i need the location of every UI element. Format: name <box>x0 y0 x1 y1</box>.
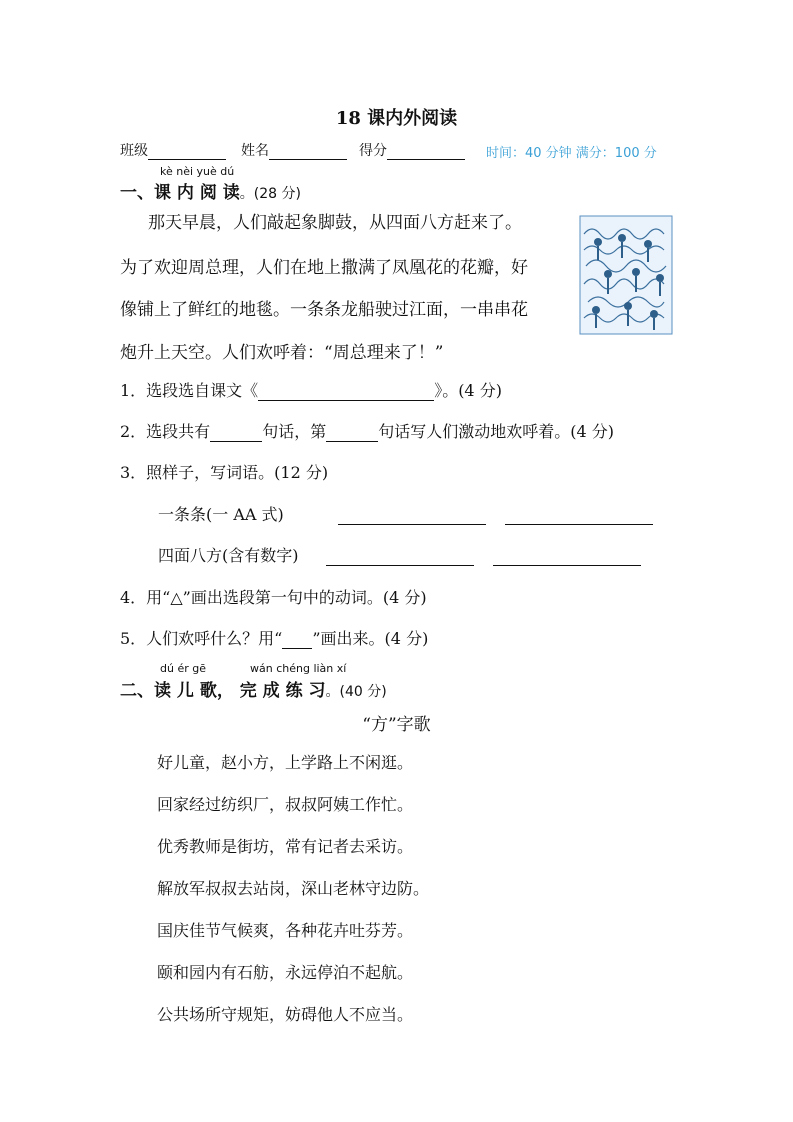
section2-heading <box>120 676 387 701</box>
name-label: 姓名 <box>241 143 269 159</box>
poem-line: 回家经过纺织厂，叔叔阿姨工作忙。 <box>157 795 414 814</box>
answer-blank[interactable] <box>210 425 262 442</box>
question-3-row-2-blanks <box>326 547 641 566</box>
poem-title: “方”字歌 <box>362 715 431 735</box>
question-1 <box>120 378 502 401</box>
question-4: 4．用“△”画出选段第一句中的动词。(4 分) <box>120 588 427 607</box>
poem-line: 公共场所守规矩，妨碍他人不应当。 <box>157 1005 414 1024</box>
underline-sample <box>282 632 312 649</box>
passage-line: 那天早晨，人们敲起象脚鼓，从四面八方赶来了。 <box>148 213 522 233</box>
question-5-text-a: 5．人们欢呼什么？用“ <box>120 629 283 648</box>
page-title: 18 课内外阅读 <box>335 108 458 129</box>
answer-blank[interactable] <box>338 508 486 525</box>
section1-score: 。(28 分) <box>239 186 301 202</box>
poem-line: 优秀教师是街坊，常有记者去采访。 <box>157 837 414 856</box>
name-blank[interactable] <box>269 145 347 160</box>
answer-blank[interactable] <box>493 549 641 566</box>
poem-line: 颐和园内有石舫，永远停泊不起航。 <box>157 963 414 982</box>
question-3-row-2 <box>158 543 299 566</box>
section1-heading <box>120 178 301 203</box>
question-2-text-b: 句话，第 <box>262 422 327 441</box>
question-1-suffix: 》。(4 分) <box>434 381 502 400</box>
poem-line: 好儿童，赵小方，上学路上不闲逛。 <box>157 753 414 772</box>
section2-pinyin-b: wán chéng liàn xí <box>250 662 347 675</box>
class-blank[interactable] <box>148 145 226 160</box>
score-field[interactable] <box>359 140 465 160</box>
question-1-text: 1．选段选自课文《 <box>120 381 259 400</box>
section2-score: 。(40 分) <box>325 684 387 700</box>
poem-line: 国庆佳节气候爽，各种花卉吐芬芳。 <box>157 921 414 940</box>
poem-line: 解放军叔叔去站岗，深山老林守边防。 <box>157 879 430 898</box>
answer-blank[interactable] <box>326 549 474 566</box>
class-field[interactable] <box>120 140 226 160</box>
section1-heading-text: 一、课 内 阅 读 <box>120 183 240 203</box>
question-3-row-1-blanks <box>338 506 653 525</box>
question-5-text-b: ”画出来。(4 分) <box>312 629 429 648</box>
passage-line: 像铺上了鲜红的地毯。一条条龙船驶过江面，一串串花 <box>120 300 528 320</box>
score-blank[interactable] <box>387 145 465 160</box>
question-2-text-c: 句话写人们激动地欢呼着。(4 分) <box>378 422 614 441</box>
answer-blank[interactable] <box>505 508 653 525</box>
section2-pinyin-a: dú ér gē <box>160 662 206 675</box>
answer-blank[interactable] <box>258 384 434 401</box>
name-field[interactable] <box>241 140 347 160</box>
question-2 <box>120 419 614 442</box>
section2-heading-text: 二、读 儿 歌， 完 成 练 习 <box>120 681 326 701</box>
question-3-example-2: 四面八方(含有数字) <box>158 546 299 565</box>
passage-line: 为了欢迎周总理，人们在地上撒满了凤凰花的花瓣，好 <box>120 258 528 278</box>
score-label: 得分 <box>359 143 387 159</box>
question-3-row-1 <box>158 502 284 525</box>
question-2-text-a: 2．选段共有 <box>120 422 211 441</box>
passage-line: 炮升上天空。人们欢呼着：“周总理来了！” <box>120 343 444 363</box>
question-3-example-1: 一条条(一 AA 式) <box>158 505 284 524</box>
dragon-boat-festival-illustration <box>578 214 674 336</box>
question-3: 3．照样子，写词语。(12 分) <box>120 463 329 482</box>
answer-blank[interactable] <box>326 425 378 442</box>
question-5 <box>120 626 428 649</box>
section1-pinyin: kè nèi yuè dú <box>160 165 235 178</box>
class-label: 班级 <box>120 143 148 159</box>
time-score-info: 时间：40 分钟 满分：100 分 <box>486 146 657 161</box>
